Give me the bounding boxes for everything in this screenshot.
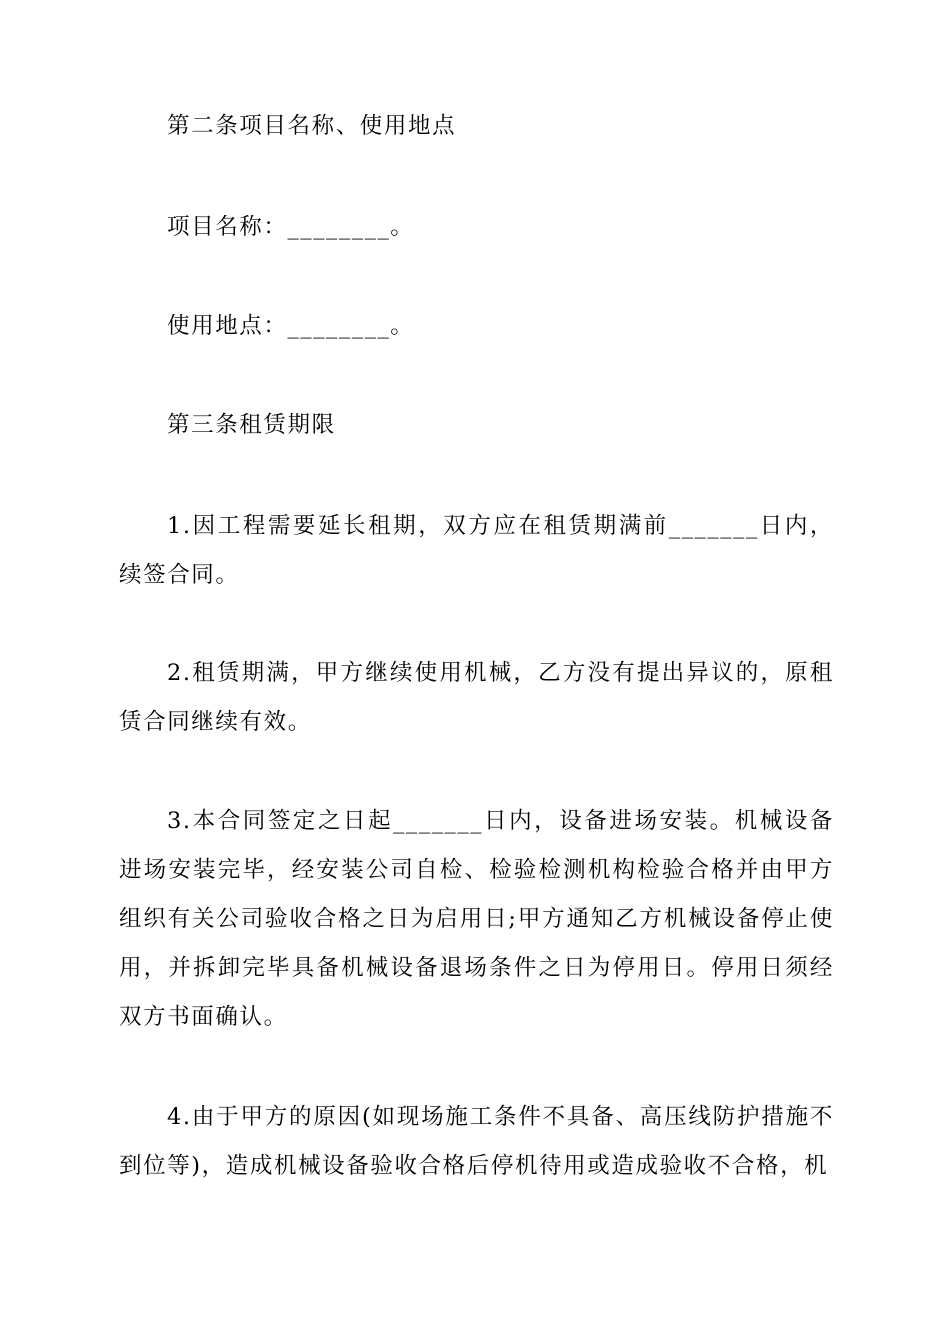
clause-3: 3.本合同签定之日起_______日内，设备进场安装。机械设备进场安装完毕，经安装公司自检、检验检测机构检验合格并由甲方组织有关公司验收合格之日为启用日;甲方通知乙方机械设备停止使用，并拆卸完毕具备机械设备退场条件之日为停用日。停用日须经双方书面确认。 bbox=[119, 808, 834, 1030]
project-name-line: 项目名称：________。 bbox=[167, 214, 415, 240]
article-heading-2: 第二条项目名称、使用地点 bbox=[167, 113, 457, 139]
clause-4: 4.由于甲方的原因(如现场施工条件不具备、高压线防护措施不到位等)，造成机械设备验收合格后停机待用或造成验收不合格，机 bbox=[119, 1104, 834, 1179]
article-heading-3: 第三条租赁期限 bbox=[167, 412, 336, 438]
clause-1: 1.因工程需要延长租期，双方应在租赁期满前_______日内，续签合同。 bbox=[119, 513, 834, 588]
usage-location-line: 使用地点：________。 bbox=[167, 313, 415, 339]
clause-2: 2.租赁期满，甲方继续使用机械，乙方没有提出异议的，原租赁合同继续有效。 bbox=[119, 660, 834, 735]
